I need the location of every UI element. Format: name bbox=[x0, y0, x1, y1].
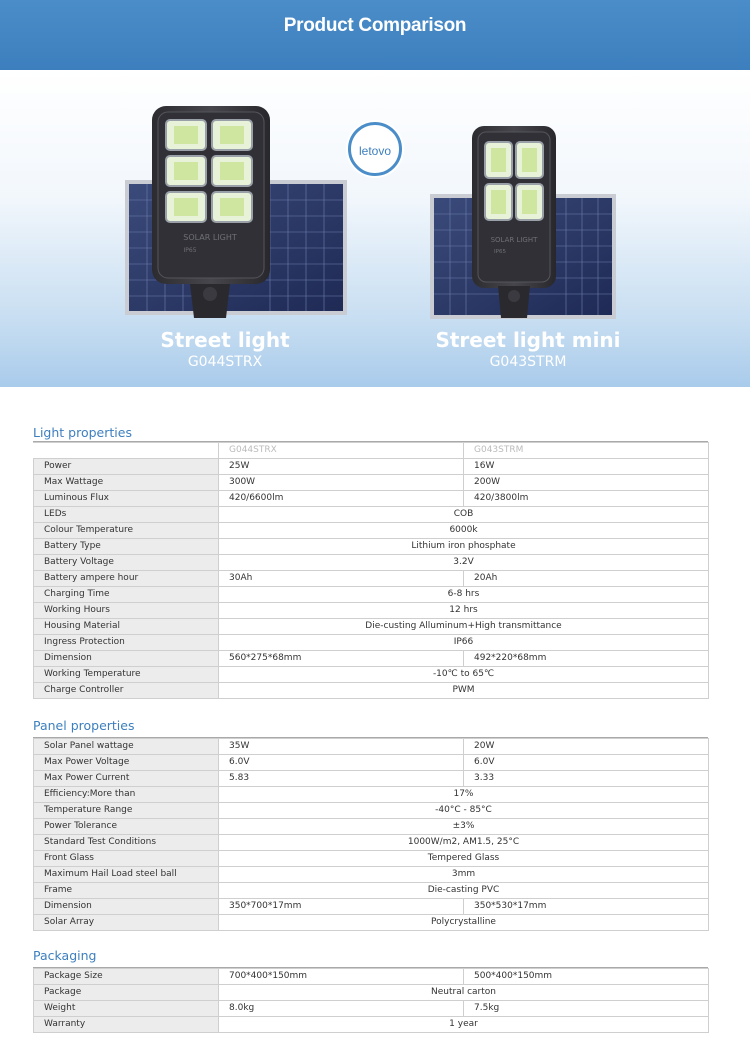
row-value-g044strx: 35W bbox=[219, 739, 464, 755]
row-value-g044strx: 300W bbox=[219, 475, 464, 491]
row-label: Dimension bbox=[34, 899, 219, 915]
table-row bbox=[34, 491, 709, 507]
row-value-g044strx: 5.83 bbox=[219, 771, 464, 787]
row-label: Solar Panel wattage bbox=[34, 739, 219, 755]
row-value-shared: 1 year bbox=[219, 1017, 709, 1033]
row-value-shared: 17% bbox=[219, 787, 709, 803]
row-label: Temperature Range bbox=[34, 803, 219, 819]
row-value-g044strx: 6.0V bbox=[219, 755, 464, 771]
row-label: Warranty bbox=[34, 1017, 219, 1033]
row-label: Colour Temperature bbox=[34, 523, 219, 539]
row-label: Maximum Hail Load steel ball bbox=[34, 867, 219, 883]
table-row bbox=[34, 883, 709, 899]
row-value-g043strm: 3.33 bbox=[464, 771, 709, 787]
lamp-sub-label: IP65 bbox=[183, 247, 197, 254]
product-name-street-light: Street light bbox=[160, 328, 290, 352]
product-code-street-light: G044STRX bbox=[187, 354, 263, 370]
row-value-g044strx: 25W bbox=[219, 459, 464, 475]
row-label: Battery ampere hour bbox=[34, 571, 219, 587]
row-value-g043strm: 20Ah bbox=[464, 571, 709, 587]
table-row bbox=[34, 867, 709, 883]
page-title: Product Comparison bbox=[283, 15, 467, 36]
table-row bbox=[34, 475, 709, 491]
row-value-g043strm: 350*530*17mm bbox=[464, 899, 709, 915]
row-value-g043strm: 20W bbox=[464, 739, 709, 755]
row-value-shared: 12 hrs bbox=[219, 603, 709, 619]
table-row bbox=[34, 787, 709, 803]
row-value-shared: PWM bbox=[219, 683, 709, 699]
row-label: Max Power Voltage bbox=[34, 755, 219, 771]
table-row bbox=[34, 739, 709, 755]
table-row bbox=[34, 507, 709, 523]
table-row bbox=[34, 635, 709, 651]
table-row bbox=[34, 539, 709, 555]
table-row bbox=[34, 587, 709, 603]
packaging-title: Packaging bbox=[33, 948, 97, 963]
table-row bbox=[34, 819, 709, 835]
table-row bbox=[34, 1017, 709, 1033]
row-value-shared: Lithium iron phosphate bbox=[219, 539, 709, 555]
lamp-label: SOLAR LIGHT bbox=[183, 233, 237, 242]
row-label: Max Power Current bbox=[34, 771, 219, 787]
lamp-mini-label: SOLAR LIGHT bbox=[490, 236, 538, 244]
row-label: Power bbox=[34, 459, 219, 475]
packaging-table bbox=[33, 968, 709, 1033]
row-value-g043strm: 492*220*68mm bbox=[464, 651, 709, 667]
row-value-shared: -40°C - 85°C bbox=[219, 803, 709, 819]
row-value-shared: Polycrystalline bbox=[219, 915, 709, 931]
row-value-shared: Neutral carton bbox=[219, 985, 709, 1001]
row-label: Housing Material bbox=[34, 619, 219, 635]
row-label: Charge Controller bbox=[34, 683, 219, 699]
table-row bbox=[34, 459, 709, 475]
table-row bbox=[34, 851, 709, 867]
row-label: Max Wattage bbox=[34, 475, 219, 491]
brand-logo-text: letovo bbox=[358, 144, 392, 158]
row-value-shared: ±3% bbox=[219, 819, 709, 835]
table-row bbox=[34, 555, 709, 571]
table-row bbox=[34, 755, 709, 771]
row-label: Package Size bbox=[34, 969, 219, 985]
table-row bbox=[34, 835, 709, 851]
table-row bbox=[34, 985, 709, 1001]
row-value-shared: 3.2V bbox=[219, 555, 709, 571]
row-label: Solar Array bbox=[34, 915, 219, 931]
table-row bbox=[34, 1001, 709, 1017]
row-value-shared: Tempered Glass bbox=[219, 851, 709, 867]
table-row bbox=[34, 969, 709, 985]
row-label: Front Glass bbox=[34, 851, 219, 867]
table-row bbox=[34, 915, 709, 931]
row-value-g044strx: 30Ah bbox=[219, 571, 464, 587]
row-label: Efficiency:More than bbox=[34, 787, 219, 803]
row-label: Weight bbox=[34, 1001, 219, 1017]
row-value-shared: COB bbox=[219, 507, 709, 523]
row-label: Frame bbox=[34, 883, 219, 899]
row-label: Battery Voltage bbox=[34, 555, 219, 571]
panel-properties-title: Panel properties bbox=[33, 718, 135, 733]
table-row bbox=[34, 683, 709, 699]
table-row bbox=[34, 667, 709, 683]
row-value-g043strm: 200W bbox=[464, 475, 709, 491]
row-value-g044strx: 700*400*150mm bbox=[219, 969, 464, 985]
street-light-mini-image bbox=[428, 126, 618, 322]
table-row bbox=[34, 803, 709, 819]
row-label: Standard Test Conditions bbox=[34, 835, 219, 851]
light-properties-table bbox=[33, 442, 709, 699]
row-value-shared: -10℃ to 65℃ bbox=[219, 667, 709, 683]
panel-properties-table bbox=[33, 738, 709, 931]
row-value-shared: 1000W/m2, AM1.5, 25°C bbox=[219, 835, 709, 851]
row-label: Charging Time bbox=[34, 587, 219, 603]
row-value-g044strx: 560*275*68mm bbox=[219, 651, 464, 667]
product-hero bbox=[0, 70, 750, 387]
row-label: LEDs bbox=[34, 507, 219, 523]
row-value-g043strm: 500*400*150mm bbox=[464, 969, 709, 985]
column-header-g043strm: G043STRM bbox=[464, 443, 709, 459]
table-row bbox=[34, 651, 709, 667]
product-name-street-light-mini: Street light mini bbox=[435, 328, 621, 352]
row-value-shared: Die-custing Alluminum+High transmittance bbox=[219, 619, 709, 635]
row-value-g044strx: 420/6600lm bbox=[219, 491, 464, 507]
row-label: Ingress Protection bbox=[34, 635, 219, 651]
row-value-shared: 6-8 hrs bbox=[219, 587, 709, 603]
row-label: Package bbox=[34, 985, 219, 1001]
table-row bbox=[34, 603, 709, 619]
lamp-mini-sub-label: IP65 bbox=[494, 249, 506, 255]
row-label: Battery Type bbox=[34, 539, 219, 555]
row-label: Working Temperature bbox=[34, 667, 219, 683]
table-row bbox=[34, 571, 709, 587]
row-value-g043strm: 16W bbox=[464, 459, 709, 475]
table-row bbox=[34, 899, 709, 915]
row-value-g044strx: 8.0kg bbox=[219, 1001, 464, 1017]
row-label: Working Hours bbox=[34, 603, 219, 619]
row-value-shared: Die-casting PVC bbox=[219, 883, 709, 899]
table-row bbox=[34, 523, 709, 539]
light-properties-title: Light properties bbox=[33, 425, 132, 440]
brand-logo bbox=[348, 122, 402, 176]
row-value-g044strx: 350*700*17mm bbox=[219, 899, 464, 915]
table-header-row bbox=[34, 443, 709, 459]
product-code-street-light-mini: G043STRM bbox=[489, 354, 567, 370]
column-header-g044strx: G044STRX bbox=[219, 443, 464, 459]
header-bar bbox=[0, 0, 750, 70]
row-label: Dimension bbox=[34, 651, 219, 667]
row-value-shared: 6000k bbox=[219, 523, 709, 539]
row-value-g043strm: 7.5kg bbox=[464, 1001, 709, 1017]
row-label: Power Tolerance bbox=[34, 819, 219, 835]
table-row bbox=[34, 771, 709, 787]
table-row bbox=[34, 619, 709, 635]
row-value-g043strm: 6.0V bbox=[464, 755, 709, 771]
row-value-shared: 3mm bbox=[219, 867, 709, 883]
row-value-shared: IP66 bbox=[219, 635, 709, 651]
row-value-g043strm: 420/3800lm bbox=[464, 491, 709, 507]
street-light-image bbox=[120, 98, 350, 322]
row-label: Luminous Flux bbox=[34, 491, 219, 507]
